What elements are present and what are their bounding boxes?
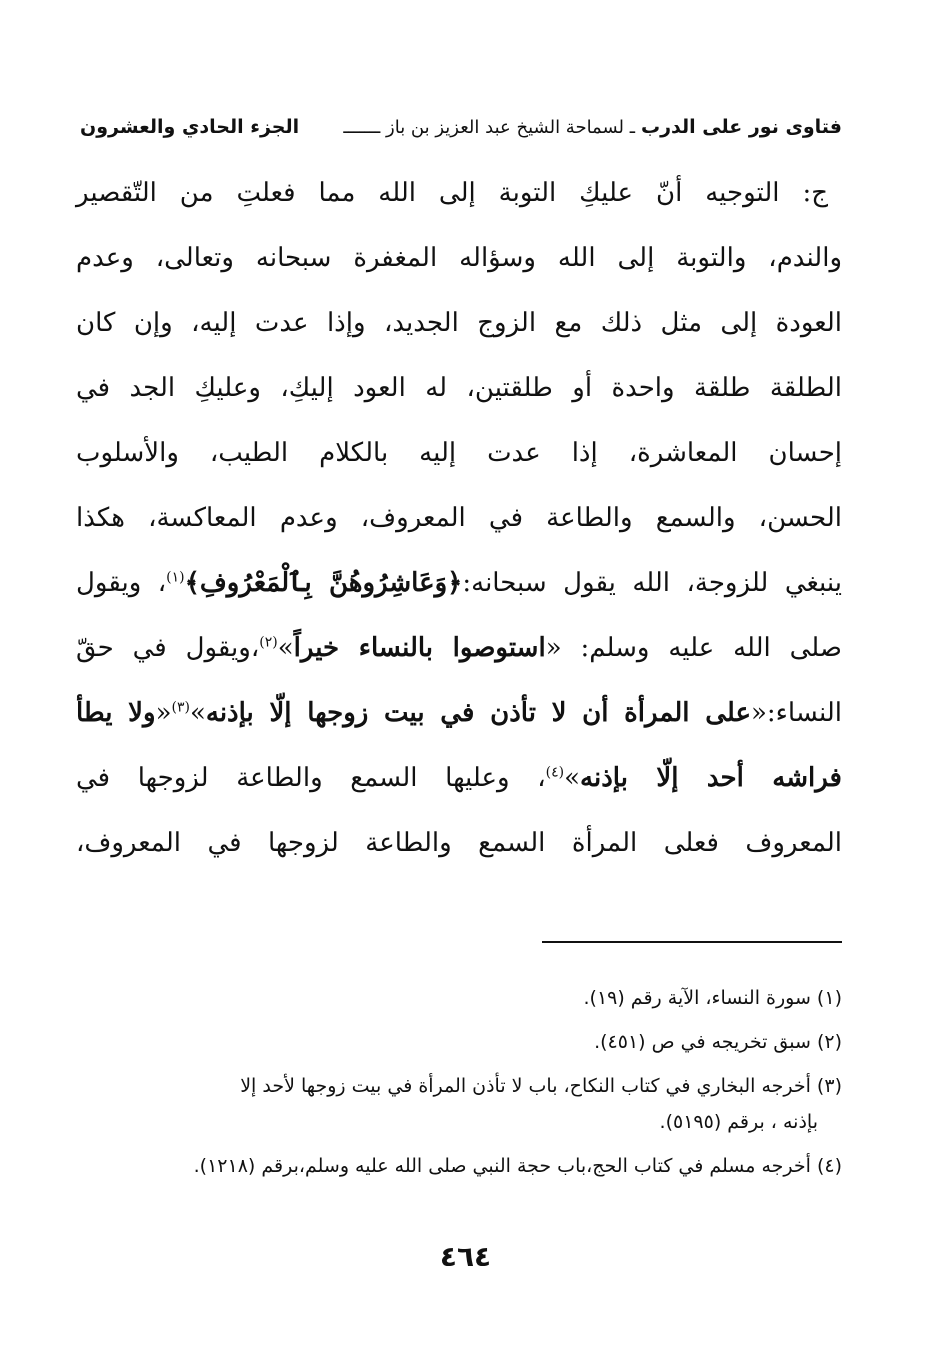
fatwa-body	[76, 166, 842, 881]
body-line: العودة إلى مثل ذلك مع الزوج الجديد، وإذا عدت إليه، وإن كان	[76, 308, 842, 338]
footnote-ref: (١)	[166, 569, 185, 586]
footnote-ref: (٤)	[545, 764, 565, 781]
volume-label: الجزء الحادي والعشرون	[80, 116, 300, 138]
body-text-segment: النساء:«	[751, 698, 842, 728]
body-text-segment: «	[155, 698, 172, 728]
body-line: إحسان المعاشرة، إذا عدت إليه بالكلام الطيب، والأسلوب	[76, 438, 842, 468]
body-line: الحسن، والسمع والطاعة في المعروف، وعدم المعاكسة، هكذا	[76, 503, 842, 533]
running-header	[80, 110, 842, 144]
body-text-segment: ،ويقول في حقّ	[76, 633, 260, 663]
footnote-1: (١) سورة النساء، الآية رقم (١٩).	[583, 987, 842, 1009]
body-text-segment: ، ويقول	[76, 568, 167, 598]
footnote-ref: (٢)	[259, 634, 278, 651]
body-text-segment: صلى الله عليه وسلم: «	[545, 633, 842, 663]
book-title: فتاوى نور على الدرب	[641, 116, 842, 138]
footnote-3-continuation: بإذنه ، برقم (٥١٩٥).	[659, 1111, 818, 1133]
hadith-quote: استوصوا بالنساء خيراً	[293, 633, 546, 663]
body-line: ج: التوجيه أنّ عليكِ التوبة إلى الله مما فعلتِ من التّقصير	[76, 178, 828, 208]
footnote-ref: (٣)	[171, 699, 190, 716]
hadith-quote: فراشه أحد إلّا بإذنه	[580, 763, 842, 793]
body-line	[76, 556, 842, 621]
footnote-3-text: (٣) أخرجه البخاري في كتاب النكاح، باب لا تأذن المرأة في بيت زوجها لأحد إلا	[240, 1075, 842, 1097]
body-line: والندم، والتوبة إلى الله وسؤاله المغفرة سبحانه وتعالى، وعدم	[76, 243, 842, 273]
hadith-quote: على المرأة أن لا تأذن في بيت زوجها إلّا بإذنه	[205, 698, 751, 728]
body-text-segment: ينبغي للزوجة، الله يقول سبحانه:	[462, 568, 842, 598]
body-line	[76, 621, 842, 686]
body-text-segment: ، وعليها السمع والطاعة لزوجها في	[76, 763, 546, 793]
body-line	[76, 686, 842, 751]
body-line	[76, 751, 842, 816]
footnotes	[76, 980, 842, 1192]
body-text-segment: »	[277, 633, 294, 663]
body-line: المعروف فعلى المرأة السمع والطاعة لزوجها في المعروف،	[76, 828, 842, 858]
quran-verse: ﴿وَعَاشِرُوهُنَّ بِٱلْمَعْرُوفِ﴾	[184, 568, 463, 598]
body-text-segment: »	[189, 698, 206, 728]
footnote-divider	[542, 941, 842, 943]
body-text-segment: »	[564, 763, 581, 793]
body-line: الطلقة طلقة واحدة أو طلقتين، له العود إليكِ، وعليكِ الجد في	[76, 373, 842, 403]
author-name: ـ لسماحة الشيخ عبد العزيز بن باز ـــــــ	[343, 116, 635, 138]
footnote-4: (٤) أخرجه مسلم في كتاب الحج،باب حجة النبي صلى الله عليه وسلم،برقم (١٢١٨).	[193, 1155, 842, 1177]
footnote-3	[76, 1068, 842, 1140]
page-number: ٤٦٤	[439, 1240, 492, 1273]
footnote-2: (٢) سبق تخريجه في ص (٤٥١).	[594, 1031, 842, 1053]
hadith-quote: ولا يطأ	[76, 698, 156, 728]
